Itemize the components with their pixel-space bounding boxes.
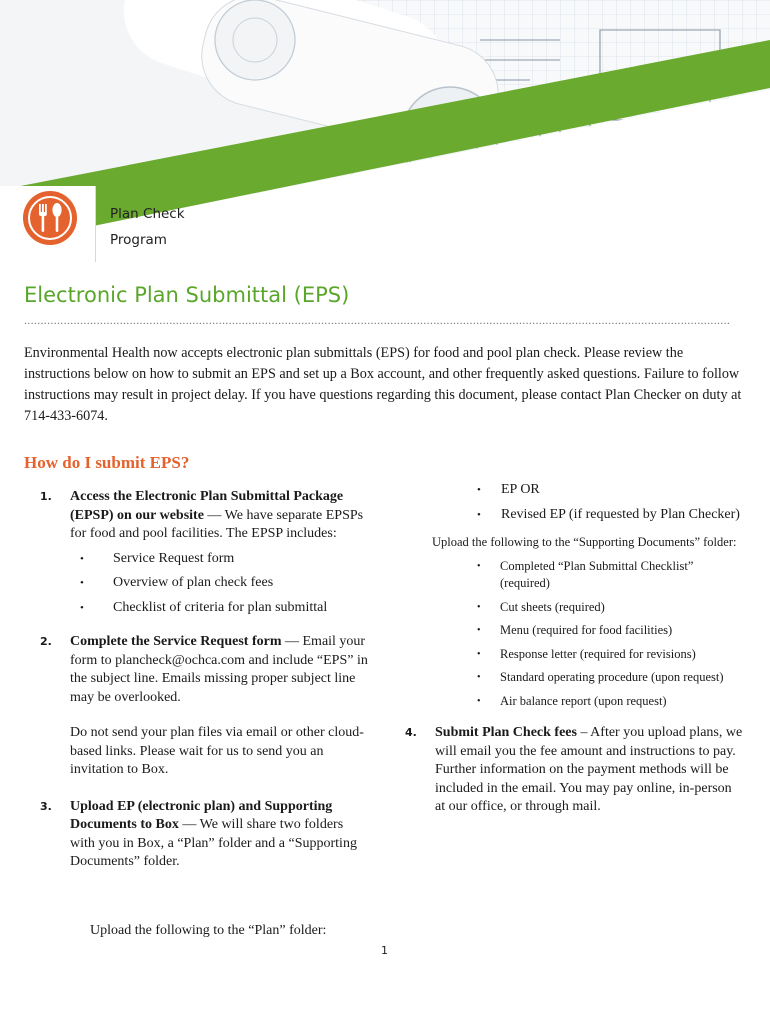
page-number: 1	[381, 944, 388, 957]
step-1	[40, 488, 370, 617]
list-item: • Overview of plan check fees	[70, 574, 370, 593]
step-4-text: – After you upload plans, we will email you the fee amount and instructions to pay. Further information on the payment methods will be included in the email. You may pay online, in-person at our office, or through mail.	[435, 725, 743, 814]
dotted-divider: ......................................................................................................................................................................................................................	[24, 315, 731, 325]
utensils-logo-icon	[22, 190, 78, 246]
step-2-note: Do not send your plan files via email or other cloud-based links. Please wait for us to send you an invitation to Box.	[70, 725, 364, 777]
list-item: • EP OR	[405, 481, 745, 500]
list-item: • Service Request form	[70, 550, 370, 569]
list-item: • Standard operating procedure (upon request)	[405, 669, 745, 687]
intro-paragraph: Environmental Health now accepts electronic plan submittals (EPS) for food and pool plan check. Please review the instructions below on how to submit an EPS and set up a Box account, and other frequently asked questions. Failure to follow instructions may result in project delay. If you have questions regarding this document, please contact Plan Checker on duty at 714-433-6074.	[24, 345, 742, 424]
step-3-heading: Upload EP (electronic plan) and Supporting Documents to Box	[70, 798, 333, 832]
step-3-text: — We will share two folders with you in Box, a “Plan” folder and a “Supporting Documents” folder.	[70, 817, 357, 869]
program-line1: Plan Check	[110, 206, 185, 222]
list-item: • Menu (required for food facilities)	[405, 622, 745, 640]
program-name	[110, 201, 185, 253]
step-2	[40, 633, 370, 780]
step-4	[405, 724, 745, 817]
step-3-number: 3.	[40, 799, 52, 813]
list-item: • Air balance report (upon request)	[405, 693, 745, 711]
step-4-number: 4.	[405, 726, 417, 739]
step-2-text: — Email your form to plancheck@ochca.com and include “EPS” in the subject line. Emails missing proper subject line may be overlooked.	[70, 634, 368, 705]
supporting-docs-list	[405, 558, 745, 711]
step-3	[40, 798, 370, 941]
page-title: Electronic Plan Submittal (EPS)	[24, 283, 350, 307]
list-item: • Cut sheets (required)	[405, 599, 745, 617]
right-column	[405, 481, 745, 827]
program-line2: Program	[110, 232, 167, 248]
section-heading: How do I submit EPS?	[24, 453, 190, 472]
step-4-heading: Submit Plan Check fees	[435, 725, 577, 740]
plan-folder-list	[405, 481, 745, 524]
plan-folder-label: Upload the following to the “Plan” folder:	[90, 922, 327, 938]
list-item: • Response letter (required for revisions)	[405, 646, 745, 664]
list-item: • Completed “Plan Submittal Checklist” (required)	[405, 558, 745, 593]
step-1-heading: Access the Electronic Plan Submittal Package (EPSP) on our website	[70, 489, 344, 523]
list-item: • Checklist of criteria for plan submittal	[70, 599, 370, 618]
supporting-folder-label: Upload the following to the “Supporting Documents” folder:	[432, 535, 737, 549]
left-column	[40, 488, 370, 950]
step-2-number: 2.	[40, 635, 52, 648]
epsp-includes-list	[70, 550, 370, 618]
step-2-heading: Complete the Service Request form	[70, 634, 282, 649]
step-1-text: — We have separate EPSPs for food and pool facilities. The EPSP includes:	[70, 507, 364, 541]
list-item: • Revised EP (if requested by Plan Checker)	[405, 506, 745, 525]
step-1-number: 1.	[40, 490, 52, 503]
